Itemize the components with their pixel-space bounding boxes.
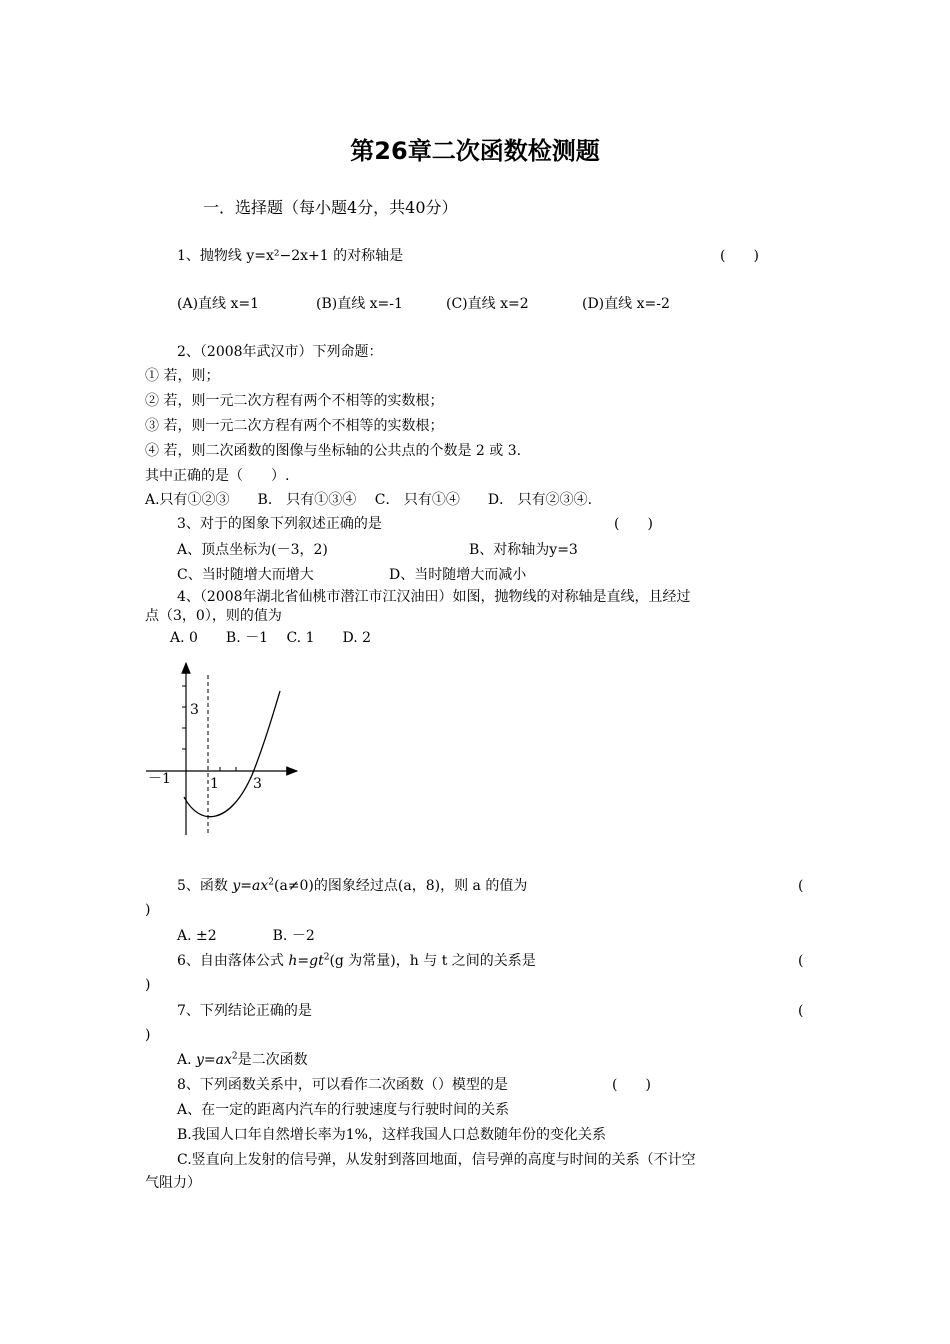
q7-bracket-close: ) bbox=[145, 1027, 151, 1043]
x-one-label: 1 bbox=[210, 776, 219, 792]
x-three-label: 3 bbox=[253, 776, 262, 792]
q2-item-1: ① 若，则； bbox=[145, 368, 220, 384]
q3-option-a: A、顶点坐标为(－3，2) bbox=[177, 542, 328, 558]
q7-option-a: A. $y=ax^2$是二次函数 bbox=[177, 1051, 308, 1068]
q6-formula: h=gt bbox=[288, 953, 324, 969]
q5-bracket-close: ) bbox=[145, 902, 151, 918]
section-heading: 一．选择题（每小题4分，共40分） bbox=[203, 198, 458, 217]
q7-option-a-formula: y=ax bbox=[196, 1052, 232, 1068]
q4-stem-line1: 4、（2008年湖北省仙桃市潜江市江汉油田）如图，抛物线的对称轴是直线，且经过 bbox=[177, 589, 691, 605]
q1-option-c: (C)直线 x=2 bbox=[446, 296, 529, 312]
q6-stem bbox=[177, 951, 536, 971]
q5-stem bbox=[177, 876, 527, 896]
q6-prefix: 6、自由落体公式 bbox=[177, 953, 289, 969]
q2-stem: 2、（2008年武汉市）下列命题： bbox=[177, 344, 383, 360]
q8-option-b: B.我国人口年自然增长率为1%，这样我国人口总数随年份的变化关系 bbox=[177, 1127, 606, 1143]
q8-option-c-line2: 气阻力） bbox=[145, 1175, 201, 1191]
q5-suffix: 的图象经过点(a，8)，则 a 的值为 bbox=[313, 878, 528, 894]
q2-options: A.只有①②③ B． 只有①③④ C． 只有①④ D． 只有②③④. bbox=[145, 492, 593, 508]
q1-option-a: (A)直线 x=1 bbox=[177, 296, 260, 312]
q2-item-4: ④ 若，则二次函数的图像与坐标轴的公共点的个数是 2 或 3. bbox=[145, 443, 522, 459]
y-tick-label: 3 bbox=[190, 702, 199, 718]
q6-bracket-open: ( bbox=[798, 953, 804, 969]
q4-parabola-figure bbox=[140, 655, 310, 835]
q6-bracket-close: ) bbox=[145, 977, 151, 993]
q8-answer-bracket: ( ) bbox=[612, 1077, 651, 1093]
q5-formula-paren: (a≠0) bbox=[273, 878, 314, 894]
q6-suffix: (g 为常量)，h 与 t 之间的关系是 bbox=[329, 953, 536, 969]
q3-answer-bracket: ( ) bbox=[614, 516, 653, 532]
q5-exponent: 2 bbox=[268, 877, 274, 888]
q7-stem: 7、下列结论正确的是 bbox=[177, 1003, 312, 1019]
q1-option-d: (D)直线 x=-2 bbox=[582, 296, 670, 312]
q4-stem-line2: 点（3，0），则的值为 bbox=[145, 608, 282, 624]
q3-option-c: C、当时随增大而增大 bbox=[177, 567, 314, 583]
q4-options: A. 0 B. －1 C. 1 D. 2 bbox=[170, 630, 372, 646]
q5-prefix: 5、函数 bbox=[177, 878, 233, 894]
q3-option-b: B、对称轴为y=3 bbox=[469, 542, 578, 558]
q2-ask: 其中正确的是（ ）. bbox=[145, 468, 290, 484]
q7-bracket-open: ( bbox=[798, 1003, 804, 1019]
x-neg-label: －1 bbox=[148, 771, 171, 787]
q8-option-a: A、在一定的距离内汽车的行驶速度与行驶时间的关系 bbox=[177, 1102, 510, 1118]
q7-exponent: 2 bbox=[231, 1051, 238, 1062]
q2-item-2: ② 若，则一元二次方程有两个不相等的实数根； bbox=[145, 393, 444, 409]
q6-exponent: 2 bbox=[323, 952, 330, 963]
q8-stem: 8、下列函数关系中，可以看作二次函数（）模型的是 bbox=[177, 1077, 508, 1093]
q1-stem: 1、抛物线 y=x²−2x+1 的对称轴是 bbox=[177, 248, 404, 264]
q5-formula: y=ax bbox=[232, 878, 269, 894]
q1-option-b: (B)直线 x=-1 bbox=[316, 296, 403, 312]
page-title: 第26章二次函数检测题 bbox=[350, 137, 600, 165]
q1-answer-bracket: ( ) bbox=[720, 248, 759, 264]
q5-bracket-open: ( bbox=[798, 878, 804, 894]
q3-stem: 3、对于的图象下列叙述正确的是 bbox=[177, 516, 382, 532]
q7-option-a-suffix: 是二次函数 bbox=[237, 1052, 308, 1068]
q2-item-3: ③ 若，则一元二次方程有两个不相等的实数根； bbox=[145, 418, 444, 434]
q5-options: A. ±2 B. －2 bbox=[177, 928, 315, 944]
q3-option-d: D、当时随增大而减小 bbox=[389, 567, 527, 583]
q8-option-c-line1: C.竖直向上发射的信号弹，从发射到落回地面，信号弹的高度与时间的关系（不计空 bbox=[177, 1152, 696, 1168]
